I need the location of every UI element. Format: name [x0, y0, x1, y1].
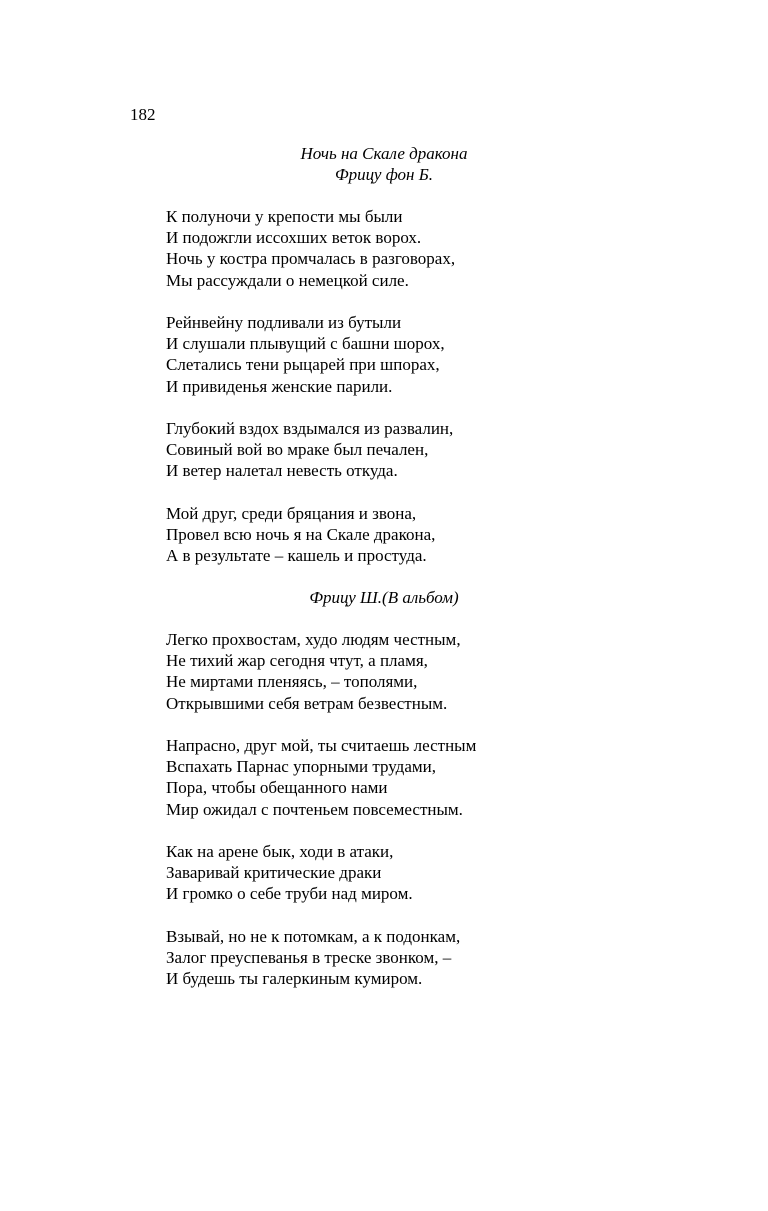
stanza [166, 418, 455, 482]
stanza [166, 841, 476, 905]
verse-line: Залог преуспеванья в треске звонком, – [166, 948, 452, 967]
verse-line: И привиденья женские парили. [166, 376, 393, 396]
poem-1-dedication: Фрицу фон Б. [334, 165, 434, 184]
verse-line: А в результате – кашель и простуда. [166, 546, 427, 566]
verse-line: Глубокий вздох вздымался из развалин, [166, 419, 454, 438]
verse-line: Ночь у костра промчалась в разговорах, [166, 249, 456, 269]
stanza [166, 629, 476, 714]
verse-line: Мир ожидал с почтеньем повсеместным. [166, 799, 463, 819]
verse-line: Совиный вой во мраке был печален, [166, 440, 429, 460]
poem-1-title: Ночь на Скале дракона [300, 144, 468, 163]
verse-line: Слетались тени рыцарей при шпорах, [166, 355, 440, 375]
verse-line: Провел всю ночь я на Скале дракона, [166, 525, 436, 544]
verse-line: Вспахать Парнас упорными трудами, [166, 757, 436, 777]
verse-line: Мой друг, среди бряцания и звона, [166, 503, 417, 523]
stanza [166, 206, 455, 291]
stanza [166, 735, 476, 820]
stanza [166, 312, 455, 397]
verse-line: Легко прохвостам, худо людям честным, [166, 630, 461, 649]
verse-line: И подожгли иссохших веток ворох. [166, 228, 422, 248]
verse-line: Пора, чтобы обещанного нами [166, 778, 388, 798]
verse-line: Открывшими себя ветрам безвестным. [166, 693, 448, 713]
verse-line: Мы рассуждали о немецкой силе. [166, 270, 409, 290]
poem-1-heading [0, 143, 768, 185]
verse-line: Как на арене бык, ходи в атаки, [166, 842, 394, 861]
page-number: 182 [130, 105, 156, 124]
verse-line: Не тихий жар сегодня чтут, а пламя, [166, 651, 428, 671]
verse-line: Рейнвейну подливали из бутыли [166, 313, 402, 332]
verse-line: Не миртами пленяясь, – тополями, [166, 672, 418, 692]
verse-line: И громко о себе труби над миром. [166, 884, 413, 904]
verse-line: И будешь ты галеркиным кумиром. [166, 969, 423, 989]
verse-line: К полуночи у крепости мы были [166, 207, 403, 226]
poem-2-title: Фрицу Ш.(В альбом) [309, 588, 459, 607]
verse-line: Взывай, но не к потомкам, а к подонкам, [166, 926, 461, 946]
stanza [166, 926, 476, 990]
verse-line: Заваривай критические драки [166, 863, 382, 883]
poem-2-heading [0, 587, 768, 608]
stanza [166, 503, 455, 567]
verse-line: И слушали плывущий с башни шорох, [166, 334, 445, 354]
poem-2-body [166, 629, 476, 989]
verse-line: И ветер налетал невесть откуда. [166, 461, 398, 481]
poem-1-body [166, 206, 455, 566]
verse-line: Напрасно, друг мой, ты считаешь лестным [166, 736, 477, 755]
